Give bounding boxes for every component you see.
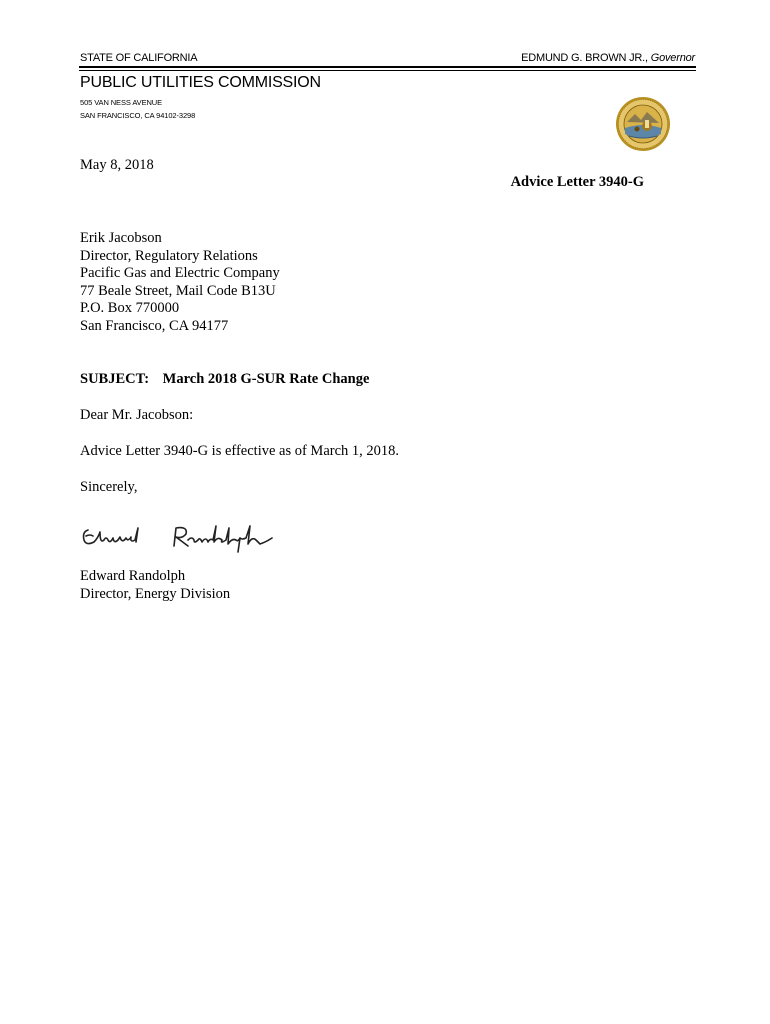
subject-label: SUBJECT: [80, 371, 150, 387]
letter-date: May 8, 2018 [80, 157, 154, 173]
governor-line [521, 52, 695, 64]
recipient-city: San Francisco, CA 94177 [80, 317, 229, 334]
recipient-address-block [80, 229, 280, 335]
recipient-title: Director, Regulatory Relations [80, 247, 258, 264]
handwritten-signature [80, 520, 275, 554]
signer-block [80, 567, 230, 602]
agency-name: PUBLIC UTILITIES COMMISSION [80, 74, 321, 91]
recipient-po-box: P.O. Box 770000 [80, 300, 180, 317]
header-rule-thin [79, 70, 696, 71]
salutation: Dear Mr. Jacobson: [80, 407, 194, 423]
letter-body: Advice Letter 3940-G is effective as of March 1, 2018. [80, 443, 400, 459]
recipient-name: Erik Jacobson [80, 230, 162, 246]
advice-letter-reference: Advice Letter 3940-G [510, 174, 644, 190]
closing: Sincerely, [80, 479, 138, 495]
governor-title: Governor [650, 52, 695, 64]
address-line-1: 505 VAN NESS AVENUE [80, 98, 163, 107]
address-line-2: SAN FRANCISCO, CA 94102-3298 [80, 111, 196, 120]
state-label: STATE OF CALIFORNIA [80, 52, 198, 64]
subject-line [80, 370, 369, 388]
subject-text: March 2018 G-SUR Rate Change [162, 371, 370, 387]
signer-title: Director, Energy Division [80, 585, 231, 602]
state-seal-icon [615, 96, 671, 152]
signer-name: Edward Randolph [80, 568, 186, 584]
recipient-street: 77 Beale Street, Mail Code B13U [80, 282, 276, 299]
header-rule-thick [79, 66, 696, 68]
recipient-company: Pacific Gas and Electric Company [80, 265, 280, 282]
governor-name: EDMUND G. BROWN JR., [521, 52, 648, 64]
